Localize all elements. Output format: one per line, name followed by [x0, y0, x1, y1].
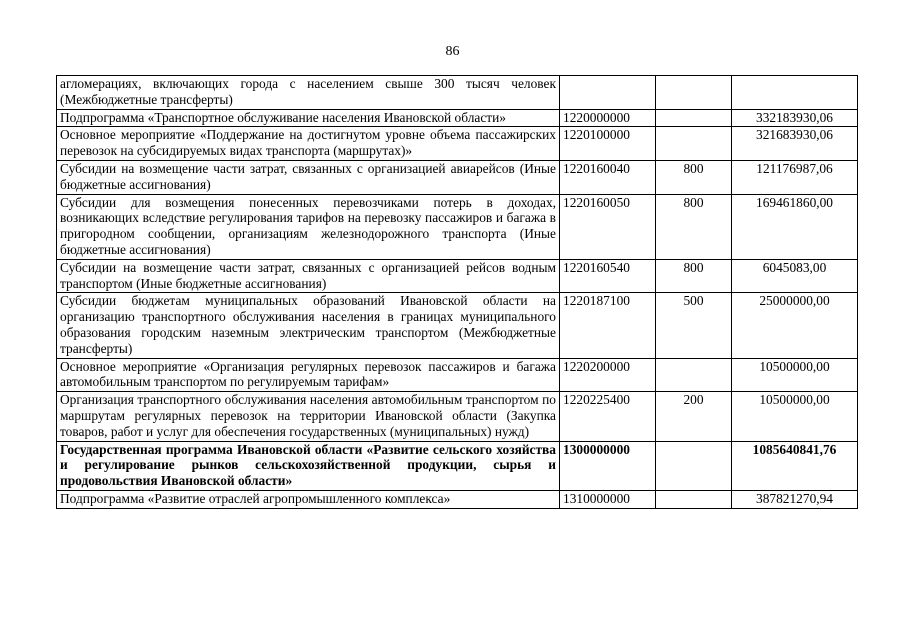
- item-name: Субсидии для возмещения понесенных перевозчиками потерь в доходах, возникающих вследствие регулирования тарифов на перевозку пассажиров и багажа в пригородном сообщении, организациям железнодорожного транспорта (Иные бюджетные ассигнования): [57, 194, 560, 259]
- table-row: [57, 490, 858, 508]
- target-code: 1220160050: [560, 194, 656, 259]
- amount: 169461860,00: [732, 194, 858, 259]
- item-name: Подпрограмма «Транспортное обслуживание населения Ивановской области»: [57, 109, 560, 127]
- expense-type: [656, 127, 732, 161]
- target-code: 1220160040: [560, 160, 656, 194]
- table-row: [57, 109, 858, 127]
- table-row: [57, 194, 858, 259]
- item-name: агломерациях, включающих города с населением свыше 300 тысяч человек (Межбюджетные трансферты): [57, 76, 560, 110]
- table-row: [57, 76, 858, 110]
- amount: [732, 76, 858, 110]
- expense-type: [656, 441, 732, 490]
- expense-type: [656, 109, 732, 127]
- target-code: 1310000000: [560, 490, 656, 508]
- amount: 121176987,06: [732, 160, 858, 194]
- table-row: [57, 358, 858, 392]
- table-row-program: [57, 441, 858, 490]
- target-code: [560, 76, 656, 110]
- item-name: Организация транспортного обслуживания населения автомобильным транспортом по маршрутам регулярных перевозок на территории Ивановской области (Закупка товаров, работ и услуг для обеспечения государственных (муниципальных) нужд): [57, 392, 560, 441]
- table-row: [57, 259, 858, 293]
- table-row: [57, 293, 858, 358]
- expense-type: [656, 76, 732, 110]
- table-row: [57, 160, 858, 194]
- expense-type: 800: [656, 160, 732, 194]
- target-code: 1300000000: [560, 441, 656, 490]
- target-code: 1220200000: [560, 358, 656, 392]
- item-name: Субсидии на возмещение части затрат, связанных с организацией рейсов водным транспортом (Иные бюджетные ассигнования): [57, 259, 560, 293]
- target-code: 1220100000: [560, 127, 656, 161]
- table-row: [57, 392, 858, 441]
- amount: 321683930,06: [732, 127, 858, 161]
- expense-type: 800: [656, 194, 732, 259]
- amount: 6045083,00: [732, 259, 858, 293]
- budget-table-body: [57, 76, 858, 509]
- expense-type: [656, 358, 732, 392]
- page-number: 86: [445, 44, 460, 59]
- amount: 1085640841,76: [732, 441, 858, 490]
- item-name: Субсидии бюджетам муниципальных образований Ивановской области на организацию транспортного обслуживания населения в границах муниципального образования городским наземным электрическим транспортом (Межбюджетные трансферты): [57, 293, 560, 358]
- target-code: 1220000000: [560, 109, 656, 127]
- table-row: [57, 127, 858, 161]
- item-name: Государственная программа Ивановской области «Развитие сельского хозяйства и регулирование рынков сельскохозяйственной продукции, сырья и продовольствия Ивановской области»: [57, 441, 560, 490]
- target-code: 1220187100: [560, 293, 656, 358]
- expense-type: [656, 490, 732, 508]
- expense-type: 200: [656, 392, 732, 441]
- budget-table: [56, 75, 858, 509]
- amount: 25000000,00: [732, 293, 858, 358]
- amount: 10500000,00: [732, 358, 858, 392]
- item-name: Субсидии на возмещение части затрат, связанных с организацией авиарейсов (Иные бюджетные ассигнования): [57, 160, 560, 194]
- amount: 332183930,06: [732, 109, 858, 127]
- expense-type: 800: [656, 259, 732, 293]
- amount: 10500000,00: [732, 392, 858, 441]
- item-name: Основное мероприятие «Организация регулярных перевозок пассажиров и багажа автомобильным транспортом по регулируемым тарифам»: [57, 358, 560, 392]
- amount: 387821270,94: [732, 490, 858, 508]
- item-name: Основное мероприятие «Поддержание на достигнутом уровне объема пассажирских перевозок на субсидируемых видах транспорта (маршрутах)»: [57, 127, 560, 161]
- expense-type: 500: [656, 293, 732, 358]
- target-code: 1220225400: [560, 392, 656, 441]
- item-name: Подпрограмма «Развитие отраслей агропромышленного комплекса»: [57, 490, 560, 508]
- target-code: 1220160540: [560, 259, 656, 293]
